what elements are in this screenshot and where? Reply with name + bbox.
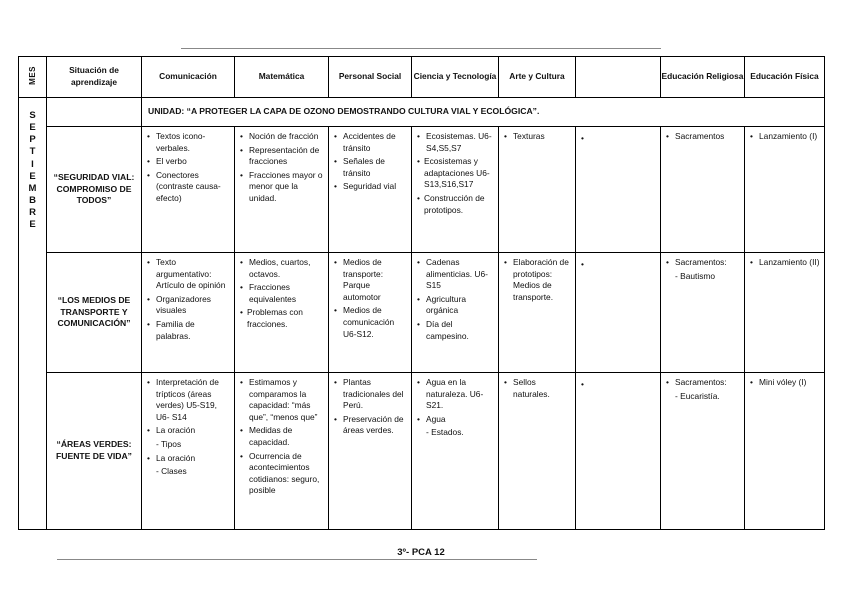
list-item: • Problemas con fracciones.: [240, 307, 325, 330]
situacion-cell: “ÁREAS VERDES: FUENTE DE VIDA”: [47, 373, 142, 530]
header-fisica: Educación Física: [745, 57, 825, 98]
personal-cell: [329, 253, 412, 373]
religiosa-cell: [661, 127, 745, 253]
matematica-cell: [235, 253, 329, 373]
list-item: • Estimamos y comparamos la capacidad: “más que”, “menos que”: [240, 377, 325, 423]
list-item: • Sacramentos:: [666, 377, 741, 389]
top-divider: [181, 48, 661, 49]
unit-spacer: [47, 98, 142, 127]
ciencia-cell: [412, 253, 499, 373]
list-item: • Medios, cuartos, octavos.: [240, 257, 325, 280]
list-item: • Seguridad vial: [334, 181, 408, 193]
header-situacion: Situación de aprendizaje: [47, 57, 142, 98]
list-item: • Día del campesino.: [417, 319, 495, 342]
list-item: • Agua en la naturaleza. U6-S21.: [417, 377, 495, 412]
list-item: • Conectores (contraste causa- efecto): [147, 170, 231, 205]
list-item: • Lanzamiento (II): [750, 257, 821, 269]
list-item: • Cadenas alimenticias. U6-S15: [417, 257, 495, 292]
header-personal-social: Personal Social: [329, 57, 412, 98]
matematica-cell: [235, 127, 329, 253]
list-item: • Noción de fracción: [240, 131, 325, 143]
list-item: • La oración: [147, 453, 231, 465]
table-row: [19, 373, 825, 530]
list-item: • Construcción de prototipos.: [417, 193, 495, 216]
extra-cell: [576, 127, 661, 253]
list-item: - Eucaristía.: [675, 390, 720, 401]
personal-cell: [329, 373, 412, 530]
fisica-cell: [745, 127, 825, 253]
list-item: • Plantas tradicionales del Perú.: [334, 377, 408, 412]
ciencia-cell: [412, 373, 499, 530]
header-comunicacion: Comunicación: [142, 57, 235, 98]
list-item: • Medios de transporte: Parque automotor: [334, 257, 408, 303]
header-religiosa: Educación Religiosa: [661, 57, 745, 98]
list-item: • Agua: [417, 414, 495, 426]
personal-cell: [329, 127, 412, 253]
list-item: • Organizadores visuales: [147, 294, 231, 317]
list-item: • Interpretación de trípticos (áreas verdes) U5-S19, U6- S14: [147, 377, 231, 423]
list-item: • Ecosistemas y adaptaciones U6-S13,S16,S17: [417, 156, 495, 191]
situacion-cell: “LOS MEDIOS DE TRANSPORTE Y COMUNICACIÓN”: [47, 253, 142, 373]
header-blank: [576, 57, 661, 98]
fisica-cell: [745, 253, 825, 373]
list-item: • Fracciones equivalentes: [240, 282, 325, 305]
list-item: • Textos icono-verbales.: [147, 131, 231, 154]
list-item: - Bautismo: [675, 270, 716, 281]
list-item: • Ocurrencia de acontecimientos cotidianos: seguro, posible: [240, 451, 325, 497]
extra-cell: [576, 373, 661, 530]
extra-cell: [576, 253, 661, 373]
list-item: • Sacramentos: [666, 131, 741, 143]
list-item: • Ecosistemas. U6-S4,S5,S7: [417, 131, 495, 154]
unit-title: UNIDAD: “A PROTEGER LA CAPA DE OZONO DEMOSTRANDO CULTURA VIAL Y ECOLÓGICA”.: [142, 98, 825, 127]
comunicacion-cell: [142, 373, 235, 530]
list-item: • Texturas: [504, 131, 572, 143]
list-item: - Clases: [156, 466, 187, 477]
page-footer: 3º- PCA 12: [397, 547, 445, 558]
list-item: • Mini vóley (I): [750, 377, 821, 389]
ciencia-cell: [412, 127, 499, 253]
header-row: [19, 57, 825, 98]
list-item: • Sacramentos:: [666, 257, 741, 269]
list-item: • Medios de comunicación U6-S12.: [334, 305, 408, 340]
list-item: • Lanzamiento (I): [750, 131, 821, 143]
header-arte: Arte y Cultura: [499, 57, 576, 98]
curriculum-table: [18, 56, 825, 530]
header-matematica: Matemática: [235, 57, 329, 98]
list-item: • Representación de fracciones: [240, 145, 325, 168]
header-mes: MES: [19, 57, 47, 98]
list-item: • Fracciones mayor o menor que la unidad.: [240, 170, 325, 205]
fisica-cell: [745, 373, 825, 530]
arte-cell: [499, 127, 576, 253]
list-item: • Señales de tránsito: [334, 156, 408, 179]
list-item: - Tipos: [156, 438, 182, 449]
list-item: • Medidas de capacidad.: [240, 425, 325, 448]
arte-cell: [499, 373, 576, 530]
comunicacion-cell: [142, 127, 235, 253]
list-item: • Sellos naturales.: [504, 377, 572, 400]
matematica-cell: [235, 373, 329, 530]
list-item: • Texto argumentativo: Artículo de opinión: [147, 257, 231, 292]
list-item: - Estados.: [426, 427, 464, 438]
list-item: • Preservación de áreas verdes.: [334, 414, 408, 437]
unit-row: [19, 98, 825, 127]
situacion-cell: “SEGURIDAD VIAL: COMPROMISO DE TODOS”: [47, 127, 142, 253]
bottom-divider: [57, 559, 537, 560]
list-item: • La oración: [147, 425, 231, 437]
list-item: • Agricultura orgánica: [417, 294, 495, 317]
list-item: • Elaboración de prototipos: Medios de transporte.: [504, 257, 572, 303]
list-item: • El verbo: [147, 156, 231, 168]
religiosa-cell: [661, 373, 745, 530]
arte-cell: [499, 253, 576, 373]
list-item: • Familia de palabras.: [147, 319, 231, 342]
month-cell: S E P T I E M B R E: [19, 98, 47, 530]
comunicacion-cell: [142, 253, 235, 373]
table-row: [19, 127, 825, 253]
list-item: • Accidentes de tránsito: [334, 131, 408, 154]
header-ciencia: Ciencia y Tecnología: [412, 57, 499, 98]
religiosa-cell: [661, 253, 745, 373]
table-row: [19, 253, 825, 373]
